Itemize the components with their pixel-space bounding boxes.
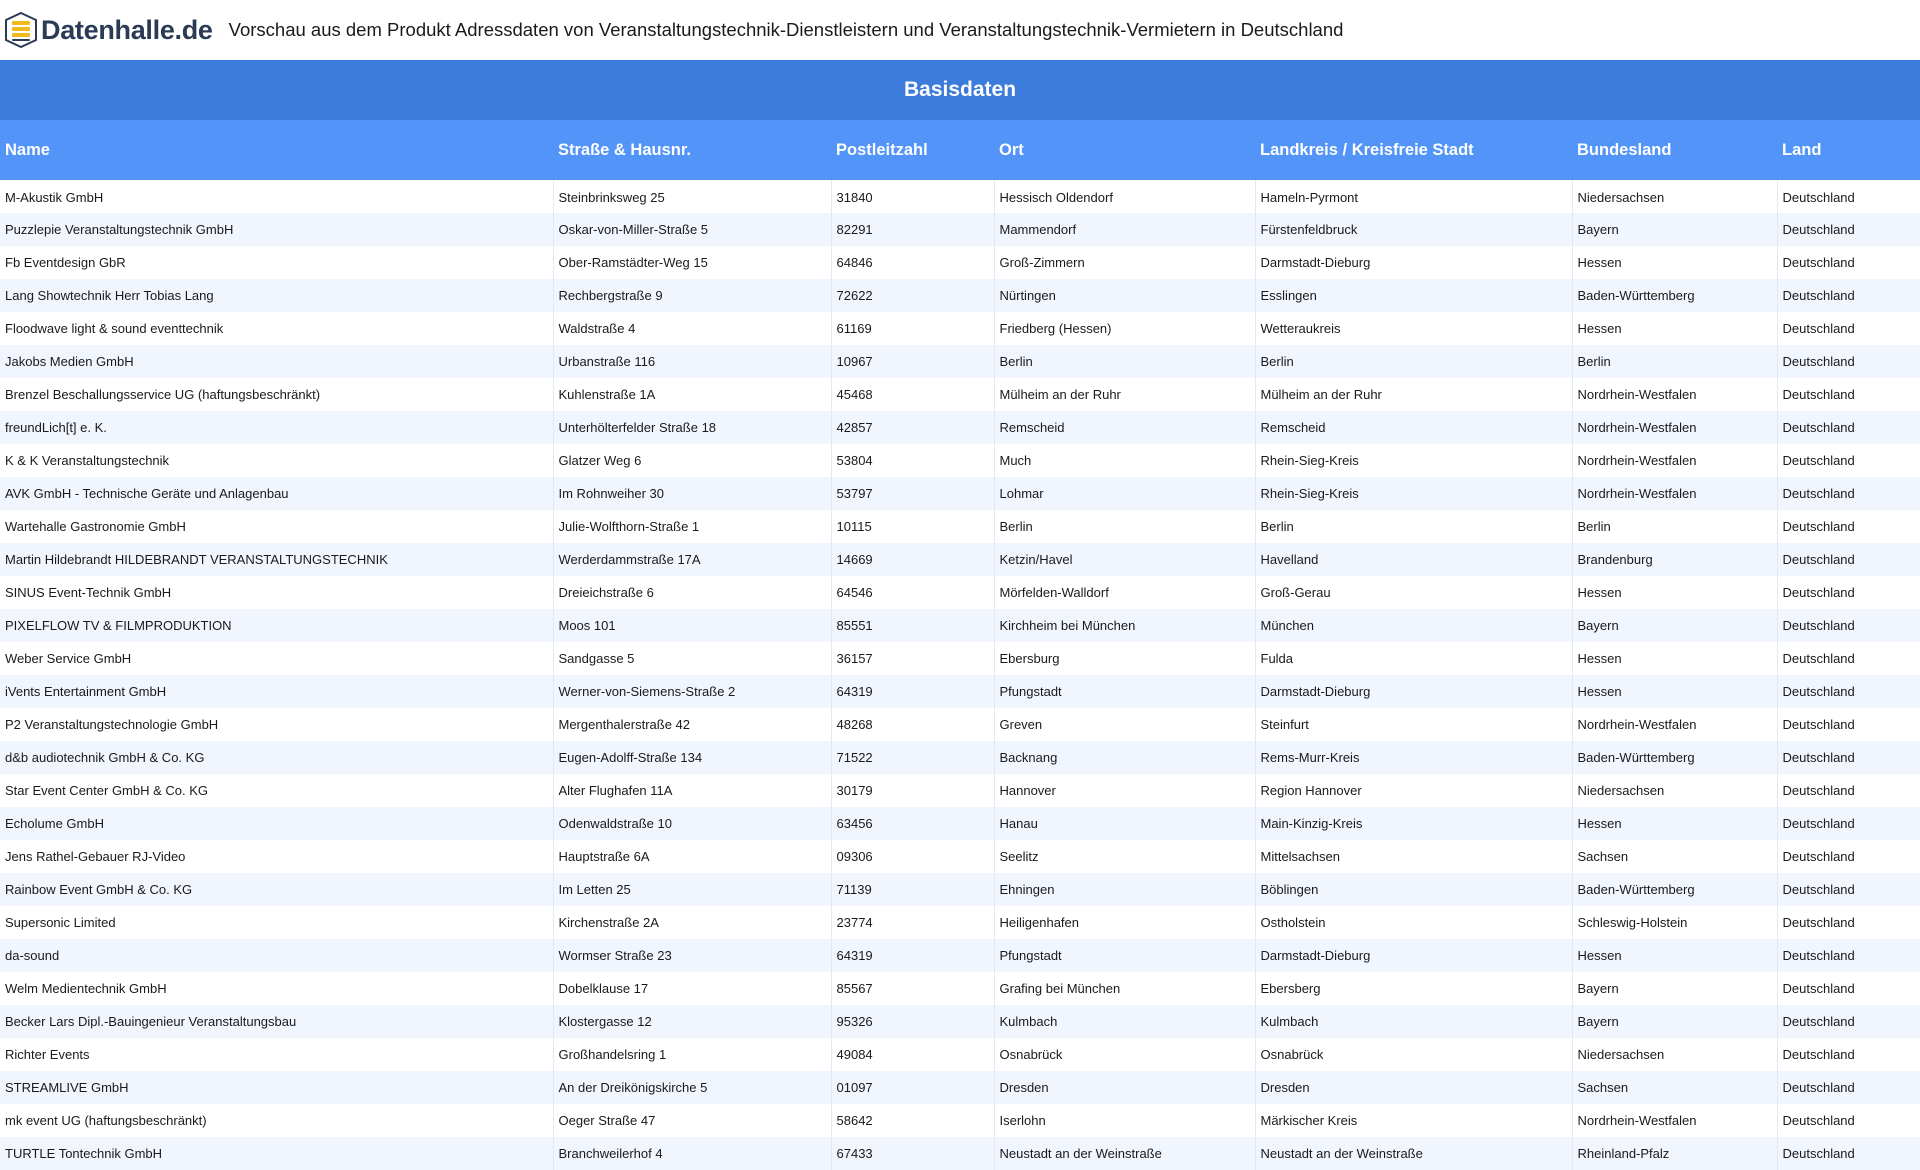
cell-city: Pfungstadt <box>994 939 1255 972</box>
cell-street: Wormser Straße 23 <box>553 939 831 972</box>
cell-street: Alter Flughafen 11A <box>553 774 831 807</box>
table-row <box>0 807 1920 840</box>
column-header-name: Name <box>0 120 553 180</box>
cell-city: Ketzin/Havel <box>994 543 1255 576</box>
cell-street: Dreieichstraße 6 <box>553 576 831 609</box>
table-row <box>0 1038 1920 1071</box>
table-row <box>0 906 1920 939</box>
database-icon <box>5 12 37 48</box>
cell-name: M-Akustik GmbH <box>0 180 553 213</box>
cell-name: Welm Medientechnik GmbH <box>0 972 553 1005</box>
cell-country: Deutschland <box>1777 477 1920 510</box>
cell-country: Deutschland <box>1777 510 1920 543</box>
cell-country: Deutschland <box>1777 543 1920 576</box>
cell-country: Deutschland <box>1777 675 1920 708</box>
cell-country: Deutschland <box>1777 279 1920 312</box>
cell-city: Greven <box>994 708 1255 741</box>
cell-state: Niedersachsen <box>1572 1038 1777 1071</box>
table-row <box>0 1137 1920 1170</box>
cell-name: Puzzlepie Veranstaltungstechnik GmbH <box>0 213 553 246</box>
cell-name: Jens Rathel-Gebauer RJ-Video <box>0 840 553 873</box>
cell-name: Jakobs Medien GmbH <box>0 345 553 378</box>
cell-state: Rheinland-Pfalz <box>1572 1137 1777 1170</box>
cell-city: Ehningen <box>994 873 1255 906</box>
cell-country: Deutschland <box>1777 609 1920 642</box>
cell-postcode: 10115 <box>831 510 994 543</box>
cell-name: Martin Hildebrandt HILDEBRANDT VERANSTALTUNGSTECHNIK <box>0 543 553 576</box>
cell-postcode: 10967 <box>831 345 994 378</box>
table-row <box>0 378 1920 411</box>
table-row <box>0 279 1920 312</box>
cell-postcode: 72622 <box>831 279 994 312</box>
cell-city: Berlin <box>994 345 1255 378</box>
cell-name: mk event UG (haftungsbeschränkt) <box>0 1104 553 1137</box>
cell-postcode: 71522 <box>831 741 994 774</box>
cell-street: Großhandelsring 1 <box>553 1038 831 1071</box>
cell-district: Märkischer Kreis <box>1255 1104 1572 1137</box>
cell-street: Kuhlenstraße 1A <box>553 378 831 411</box>
cell-name: iVents Entertainment GmbH <box>0 675 553 708</box>
cell-street: Ober-Ramstädter-Weg 15 <box>553 246 831 279</box>
cell-street: Waldstraße 4 <box>553 312 831 345</box>
cell-city: Groß-Zimmern <box>994 246 1255 279</box>
cell-street: Kirchenstraße 2A <box>553 906 831 939</box>
cell-state: Berlin <box>1572 510 1777 543</box>
cell-name: Supersonic Limited <box>0 906 553 939</box>
cell-name: Rainbow Event GmbH & Co. KG <box>0 873 553 906</box>
cell-name: Becker Lars Dipl.-Bauingenieur Veranstaltungsbau <box>0 1005 553 1038</box>
cell-name: Brenzel Beschallungsservice UG (haftungsbeschränkt) <box>0 378 553 411</box>
cell-district: Neustadt an der Weinstraße <box>1255 1137 1572 1170</box>
cell-city: Mammendorf <box>994 213 1255 246</box>
table-row <box>0 609 1920 642</box>
cell-name: freundLich[t] e. K. <box>0 411 553 444</box>
cell-country: Deutschland <box>1777 213 1920 246</box>
cell-city: Osnabrück <box>994 1038 1255 1071</box>
cell-street: Glatzer Weg 6 <box>553 444 831 477</box>
cell-street: Sandgasse 5 <box>553 642 831 675</box>
cell-street: Hauptstraße 6A <box>553 840 831 873</box>
cell-street: Eugen-Adolff-Straße 134 <box>553 741 831 774</box>
cell-street: Klostergasse 12 <box>553 1005 831 1038</box>
cell-city: Dresden <box>994 1071 1255 1104</box>
cell-state: Hessen <box>1572 807 1777 840</box>
cell-state: Nordrhein-Westfalen <box>1572 378 1777 411</box>
cell-city: Mörfelden-Walldorf <box>994 576 1255 609</box>
cell-name: Richter Events <box>0 1038 553 1071</box>
column-header-state: Bundesland <box>1572 120 1777 180</box>
cell-city: Grafing bei München <box>994 972 1255 1005</box>
cell-postcode: 61169 <box>831 312 994 345</box>
table-row <box>0 345 1920 378</box>
cell-state: Baden-Württemberg <box>1572 279 1777 312</box>
cell-postcode: 30179 <box>831 774 994 807</box>
cell-district: Ebersberg <box>1255 972 1572 1005</box>
table-row <box>0 708 1920 741</box>
cell-state: Hessen <box>1572 246 1777 279</box>
cell-name: Fb Eventdesign GbR <box>0 246 553 279</box>
cell-postcode: 42857 <box>831 411 994 444</box>
cell-district: Dresden <box>1255 1071 1572 1104</box>
cell-city: Much <box>994 444 1255 477</box>
cell-state: Niedersachsen <box>1572 774 1777 807</box>
cell-postcode: 85567 <box>831 972 994 1005</box>
cell-district: Kulmbach <box>1255 1005 1572 1038</box>
cell-city: Friedberg (Hessen) <box>994 312 1255 345</box>
cell-state: Bayern <box>1572 972 1777 1005</box>
cell-district: Hameln-Pyrmont <box>1255 180 1572 213</box>
cell-city: Hessisch Oldendorf <box>994 180 1255 213</box>
cell-state: Baden-Württemberg <box>1572 873 1777 906</box>
cell-city: Hannover <box>994 774 1255 807</box>
cell-state: Hessen <box>1572 312 1777 345</box>
cell-postcode: 45468 <box>831 378 994 411</box>
cell-name: SINUS Event-Technik GmbH <box>0 576 553 609</box>
cell-district: Fulda <box>1255 642 1572 675</box>
cell-street: Urbanstraße 116 <box>553 345 831 378</box>
cell-city: Pfungstadt <box>994 675 1255 708</box>
cell-state: Berlin <box>1572 345 1777 378</box>
cell-city: Nürtingen <box>994 279 1255 312</box>
cell-country: Deutschland <box>1777 1005 1920 1038</box>
cell-postcode: 14669 <box>831 543 994 576</box>
cell-postcode: 23774 <box>831 906 994 939</box>
table-row <box>0 411 1920 444</box>
cell-state: Hessen <box>1572 642 1777 675</box>
cell-postcode: 09306 <box>831 840 994 873</box>
table-row <box>0 939 1920 972</box>
cell-country: Deutschland <box>1777 180 1920 213</box>
cell-postcode: 53797 <box>831 477 994 510</box>
cell-postcode: 53804 <box>831 444 994 477</box>
cell-street: Steinbrinksweg 25 <box>553 180 831 213</box>
table-row <box>0 576 1920 609</box>
cell-country: Deutschland <box>1777 642 1920 675</box>
column-header-street: Straße & Hausnr. <box>553 120 831 180</box>
cell-country: Deutschland <box>1777 411 1920 444</box>
cell-state: Hessen <box>1572 939 1777 972</box>
cell-name: P2 Veranstaltungstechnologie GmbH <box>0 708 553 741</box>
cell-name: d&b audiotechnik GmbH & Co. KG <box>0 741 553 774</box>
cell-district: Rhein-Sieg-Kreis <box>1255 477 1572 510</box>
cell-street: Oeger Straße 47 <box>553 1104 831 1137</box>
cell-street: Dobelklause 17 <box>553 972 831 1005</box>
cell-country: Deutschland <box>1777 246 1920 279</box>
cell-state: Nordrhein-Westfalen <box>1572 411 1777 444</box>
table-row <box>0 675 1920 708</box>
cell-city: Lohmar <box>994 477 1255 510</box>
cell-postcode: 85551 <box>831 609 994 642</box>
cell-country: Deutschland <box>1777 741 1920 774</box>
cell-district: Region Hannover <box>1255 774 1572 807</box>
section-title: Basisdaten <box>0 60 1920 120</box>
cell-name: K & K Veranstaltungstechnik <box>0 444 553 477</box>
cell-city: Kirchheim bei München <box>994 609 1255 642</box>
cell-postcode: 31840 <box>831 180 994 213</box>
cell-state: Bayern <box>1572 609 1777 642</box>
cell-country: Deutschland <box>1777 378 1920 411</box>
cell-name: Star Event Center GmbH & Co. KG <box>0 774 553 807</box>
cell-country: Deutschland <box>1777 345 1920 378</box>
cell-country: Deutschland <box>1777 1104 1920 1137</box>
cell-district: Rhein-Sieg-Kreis <box>1255 444 1572 477</box>
cell-postcode: 64319 <box>831 939 994 972</box>
cell-city: Backnang <box>994 741 1255 774</box>
cell-state: Hessen <box>1572 576 1777 609</box>
cell-name: Lang Showtechnik Herr Tobias Lang <box>0 279 553 312</box>
cell-state: Nordrhein-Westfalen <box>1572 1104 1777 1137</box>
cell-district: Havelland <box>1255 543 1572 576</box>
cell-name: Floodwave light & sound eventtechnik <box>0 312 553 345</box>
table-row <box>0 180 1920 213</box>
cell-street: Im Letten 25 <box>553 873 831 906</box>
table-row <box>0 213 1920 246</box>
table-row <box>0 312 1920 345</box>
cell-district: Steinfurt <box>1255 708 1572 741</box>
cell-name: STREAMLIVE GmbH <box>0 1071 553 1104</box>
table-row <box>0 741 1920 774</box>
cell-street: Werner-von-Siemens-Straße 2 <box>553 675 831 708</box>
column-header-country: Land <box>1777 120 1920 180</box>
cell-postcode: 48268 <box>831 708 994 741</box>
cell-country: Deutschland <box>1777 873 1920 906</box>
table-row <box>0 1005 1920 1038</box>
cell-state: Nordrhein-Westfalen <box>1572 708 1777 741</box>
table-row <box>0 246 1920 279</box>
cell-street: Odenwaldstraße 10 <box>553 807 831 840</box>
table-row <box>0 444 1920 477</box>
cell-district: Wetteraukreis <box>1255 312 1572 345</box>
cell-state: Brandenburg <box>1572 543 1777 576</box>
cell-postcode: 71139 <box>831 873 994 906</box>
cell-district: Darmstadt-Dieburg <box>1255 246 1572 279</box>
cell-country: Deutschland <box>1777 939 1920 972</box>
cell-state: Bayern <box>1572 213 1777 246</box>
cell-postcode: 64546 <box>831 576 994 609</box>
cell-name: Wartehalle Gastronomie GmbH <box>0 510 553 543</box>
cell-street: Unterhölterfelder Straße 18 <box>553 411 831 444</box>
logo-text: Datenhalle.de <box>41 14 213 45</box>
cell-city: Kulmbach <box>994 1005 1255 1038</box>
cell-city: Heiligenhafen <box>994 906 1255 939</box>
cell-state: Niedersachsen <box>1572 180 1777 213</box>
cell-district: Darmstadt-Dieburg <box>1255 675 1572 708</box>
data-table <box>0 60 1920 1170</box>
cell-district: Mittelsachsen <box>1255 840 1572 873</box>
cell-street: Mergenthalerstraße 42 <box>553 708 831 741</box>
cell-city: Neustadt an der Weinstraße <box>994 1137 1255 1170</box>
cell-district: Esslingen <box>1255 279 1572 312</box>
cell-postcode: 63456 <box>831 807 994 840</box>
table-row <box>0 477 1920 510</box>
table-row <box>0 972 1920 1005</box>
cell-postcode: 49084 <box>831 1038 994 1071</box>
cell-name: PIXELFLOW TV & FILMPRODUKTION <box>0 609 553 642</box>
cell-country: Deutschland <box>1777 1071 1920 1104</box>
cell-postcode: 01097 <box>831 1071 994 1104</box>
page-title: Vorschau aus dem Produkt Adressdaten von Veranstaltungstechnik-Dienstleistern und Veranstaltungstechnik-Vermietern in Deutschland <box>228 19 1344 40</box>
top-bar <box>0 0 1920 60</box>
cell-country: Deutschland <box>1777 708 1920 741</box>
column-header-postcode: Postleitzahl <box>831 120 994 180</box>
cell-country: Deutschland <box>1777 807 1920 840</box>
cell-name: da-sound <box>0 939 553 972</box>
cell-postcode: 36157 <box>831 642 994 675</box>
table-row <box>0 642 1920 675</box>
cell-postcode: 58642 <box>831 1104 994 1137</box>
cell-state: Schleswig-Holstein <box>1572 906 1777 939</box>
cell-street: An der Dreikönigskirche 5 <box>553 1071 831 1104</box>
cell-street: Rechbergstraße 9 <box>553 279 831 312</box>
column-header-city: Ort <box>994 120 1255 180</box>
cell-state: Bayern <box>1572 1005 1777 1038</box>
cell-country: Deutschland <box>1777 972 1920 1005</box>
cell-district: Groß-Gerau <box>1255 576 1572 609</box>
cell-country: Deutschland <box>1777 312 1920 345</box>
cell-district: Main-Kinzig-Kreis <box>1255 807 1572 840</box>
cell-country: Deutschland <box>1777 774 1920 807</box>
cell-name: TURTLE Tontechnik GmbH <box>0 1137 553 1170</box>
cell-postcode: 64846 <box>831 246 994 279</box>
table-row <box>0 1104 1920 1137</box>
cell-district: Ostholstein <box>1255 906 1572 939</box>
cell-street: Werderdammstraße 17A <box>553 543 831 576</box>
cell-street: Moos 101 <box>553 609 831 642</box>
table-row <box>0 510 1920 543</box>
table-row <box>0 543 1920 576</box>
cell-district: Darmstadt-Dieburg <box>1255 939 1572 972</box>
table-row <box>0 1071 1920 1104</box>
cell-district: Berlin <box>1255 345 1572 378</box>
cell-city: Ebersburg <box>994 642 1255 675</box>
cell-district: Remscheid <box>1255 411 1572 444</box>
cell-state: Nordrhein-Westfalen <box>1572 477 1777 510</box>
cell-state: Sachsen <box>1572 1071 1777 1104</box>
cell-country: Deutschland <box>1777 1038 1920 1071</box>
cell-city: Iserlohn <box>994 1104 1255 1137</box>
section-header-row <box>0 60 1920 120</box>
cell-state: Hessen <box>1572 675 1777 708</box>
cell-postcode: 95326 <box>831 1005 994 1038</box>
cell-district: Fürstenfeldbruck <box>1255 213 1572 246</box>
cell-country: Deutschland <box>1777 906 1920 939</box>
cell-city: Remscheid <box>994 411 1255 444</box>
cell-name: AVK GmbH - Technische Geräte und Anlagenbau <box>0 477 553 510</box>
table-row <box>0 840 1920 873</box>
cell-postcode: 82291 <box>831 213 994 246</box>
cell-state: Baden-Württemberg <box>1572 741 1777 774</box>
cell-city: Mülheim an der Ruhr <box>994 378 1255 411</box>
cell-district: Böblingen <box>1255 873 1572 906</box>
cell-street: Im Rohnweiher 30 <box>553 477 831 510</box>
cell-country: Deutschland <box>1777 840 1920 873</box>
cell-district: München <box>1255 609 1572 642</box>
cell-country: Deutschland <box>1777 1137 1920 1170</box>
cell-city: Hanau <box>994 807 1255 840</box>
cell-street: Oskar-von-Miller-Straße 5 <box>553 213 831 246</box>
cell-city: Seelitz <box>994 840 1255 873</box>
cell-street: Julie-Wolfthorn-Straße 1 <box>553 510 831 543</box>
column-header-row <box>0 120 1920 180</box>
table-body <box>0 180 1920 1170</box>
cell-district: Berlin <box>1255 510 1572 543</box>
cell-postcode: 67433 <box>831 1137 994 1170</box>
cell-name: Echolume GmbH <box>0 807 553 840</box>
table-row <box>0 873 1920 906</box>
cell-district: Osnabrück <box>1255 1038 1572 1071</box>
cell-city: Berlin <box>994 510 1255 543</box>
cell-country: Deutschland <box>1777 444 1920 477</box>
cell-state: Nordrhein-Westfalen <box>1572 444 1777 477</box>
column-header-district: Landkreis / Kreisfreie Stadt <box>1255 120 1572 180</box>
cell-country: Deutschland <box>1777 576 1920 609</box>
cell-postcode: 64319 <box>831 675 994 708</box>
logo[interactable] <box>5 8 213 52</box>
cell-street: Branchweilerhof 4 <box>553 1137 831 1170</box>
cell-district: Rems-Murr-Kreis <box>1255 741 1572 774</box>
cell-state: Sachsen <box>1572 840 1777 873</box>
cell-name: Weber Service GmbH <box>0 642 553 675</box>
cell-district: Mülheim an der Ruhr <box>1255 378 1572 411</box>
table-row <box>0 774 1920 807</box>
